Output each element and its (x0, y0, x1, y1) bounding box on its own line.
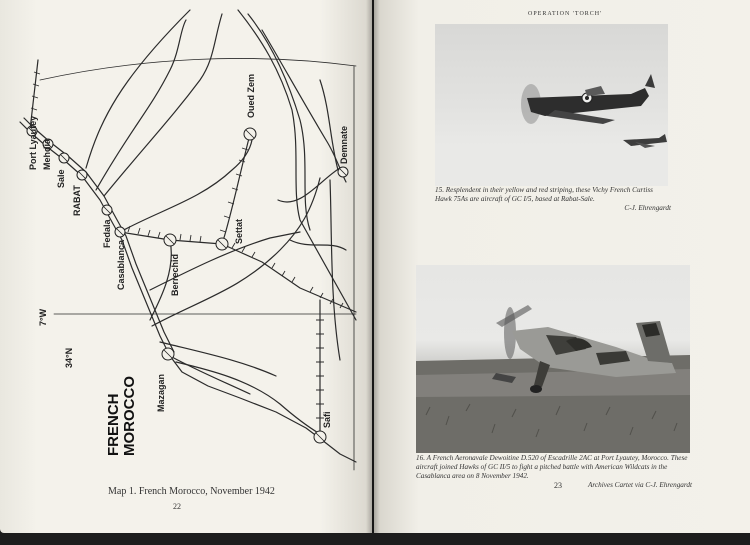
map-label-latitude: 34°N (64, 347, 74, 368)
aircraft-photo-illustration (435, 24, 668, 186)
left-page (0, 0, 372, 533)
left-page-number: 22 (173, 502, 181, 511)
map-label-port-lyautey: Port Lyautey (28, 115, 38, 170)
aircraft-photo-illustration (416, 265, 690, 453)
book-gutter (366, 0, 380, 533)
right-page-number: 23 (554, 481, 562, 490)
map-label-mazagan: Mazagan (156, 373, 166, 412)
map-label-casablanca: Casablanca (116, 239, 126, 290)
running-head: OPERATION 'TORCH' (528, 11, 603, 17)
photo-15-credit: C-J. Ehrengardt (624, 204, 671, 212)
map-caption: Map 1. French Morocco, November 1942 (108, 486, 275, 497)
map-label-longitude: 7°W (38, 308, 48, 326)
map-label-fedala: Fedala (102, 219, 112, 248)
map-label-oued-zem: Oued Zem (246, 73, 256, 118)
photo-16-credit: Archives Cartet via C-J. Ehrengardt (588, 481, 692, 489)
map-region-label-line2: MOROCCO (121, 376, 138, 456)
photo-16-caption-text: 16. A French Aeronavale Dewoitine D.520 of Escadrille 2AC at Port Lyautey, Morocco. These aircraft joined Hawks of GC II/5 to fight a pitched battle with American Wildcats in the Casablanca area on 8 November 1942. (416, 454, 688, 480)
map-label-berrechid: Berrechid (170, 253, 180, 296)
map-label-settat: Settat (234, 218, 244, 244)
map-region-label-line1: FRENCH (105, 393, 122, 456)
map-label-rabat: RABAT (72, 185, 82, 216)
photo-dewoitine (416, 265, 690, 453)
map-label-safi: Safi (322, 411, 332, 428)
map-label-mehdia: Mehdia (42, 138, 52, 170)
map-label-demnate: Demnate (339, 125, 349, 164)
photo-15-caption (435, 186, 671, 213)
photo-15-caption-text: 15. Resplendent in their yellow and red striping, these Vichy French Curtiss Hawk 75As are aircraft of GC I/5, based at Rabat-Sale. (435, 186, 653, 203)
photo-curtiss-hawk (435, 24, 668, 186)
map-label-sale: Sale (56, 169, 66, 188)
french-morocco-map (0, 0, 372, 533)
